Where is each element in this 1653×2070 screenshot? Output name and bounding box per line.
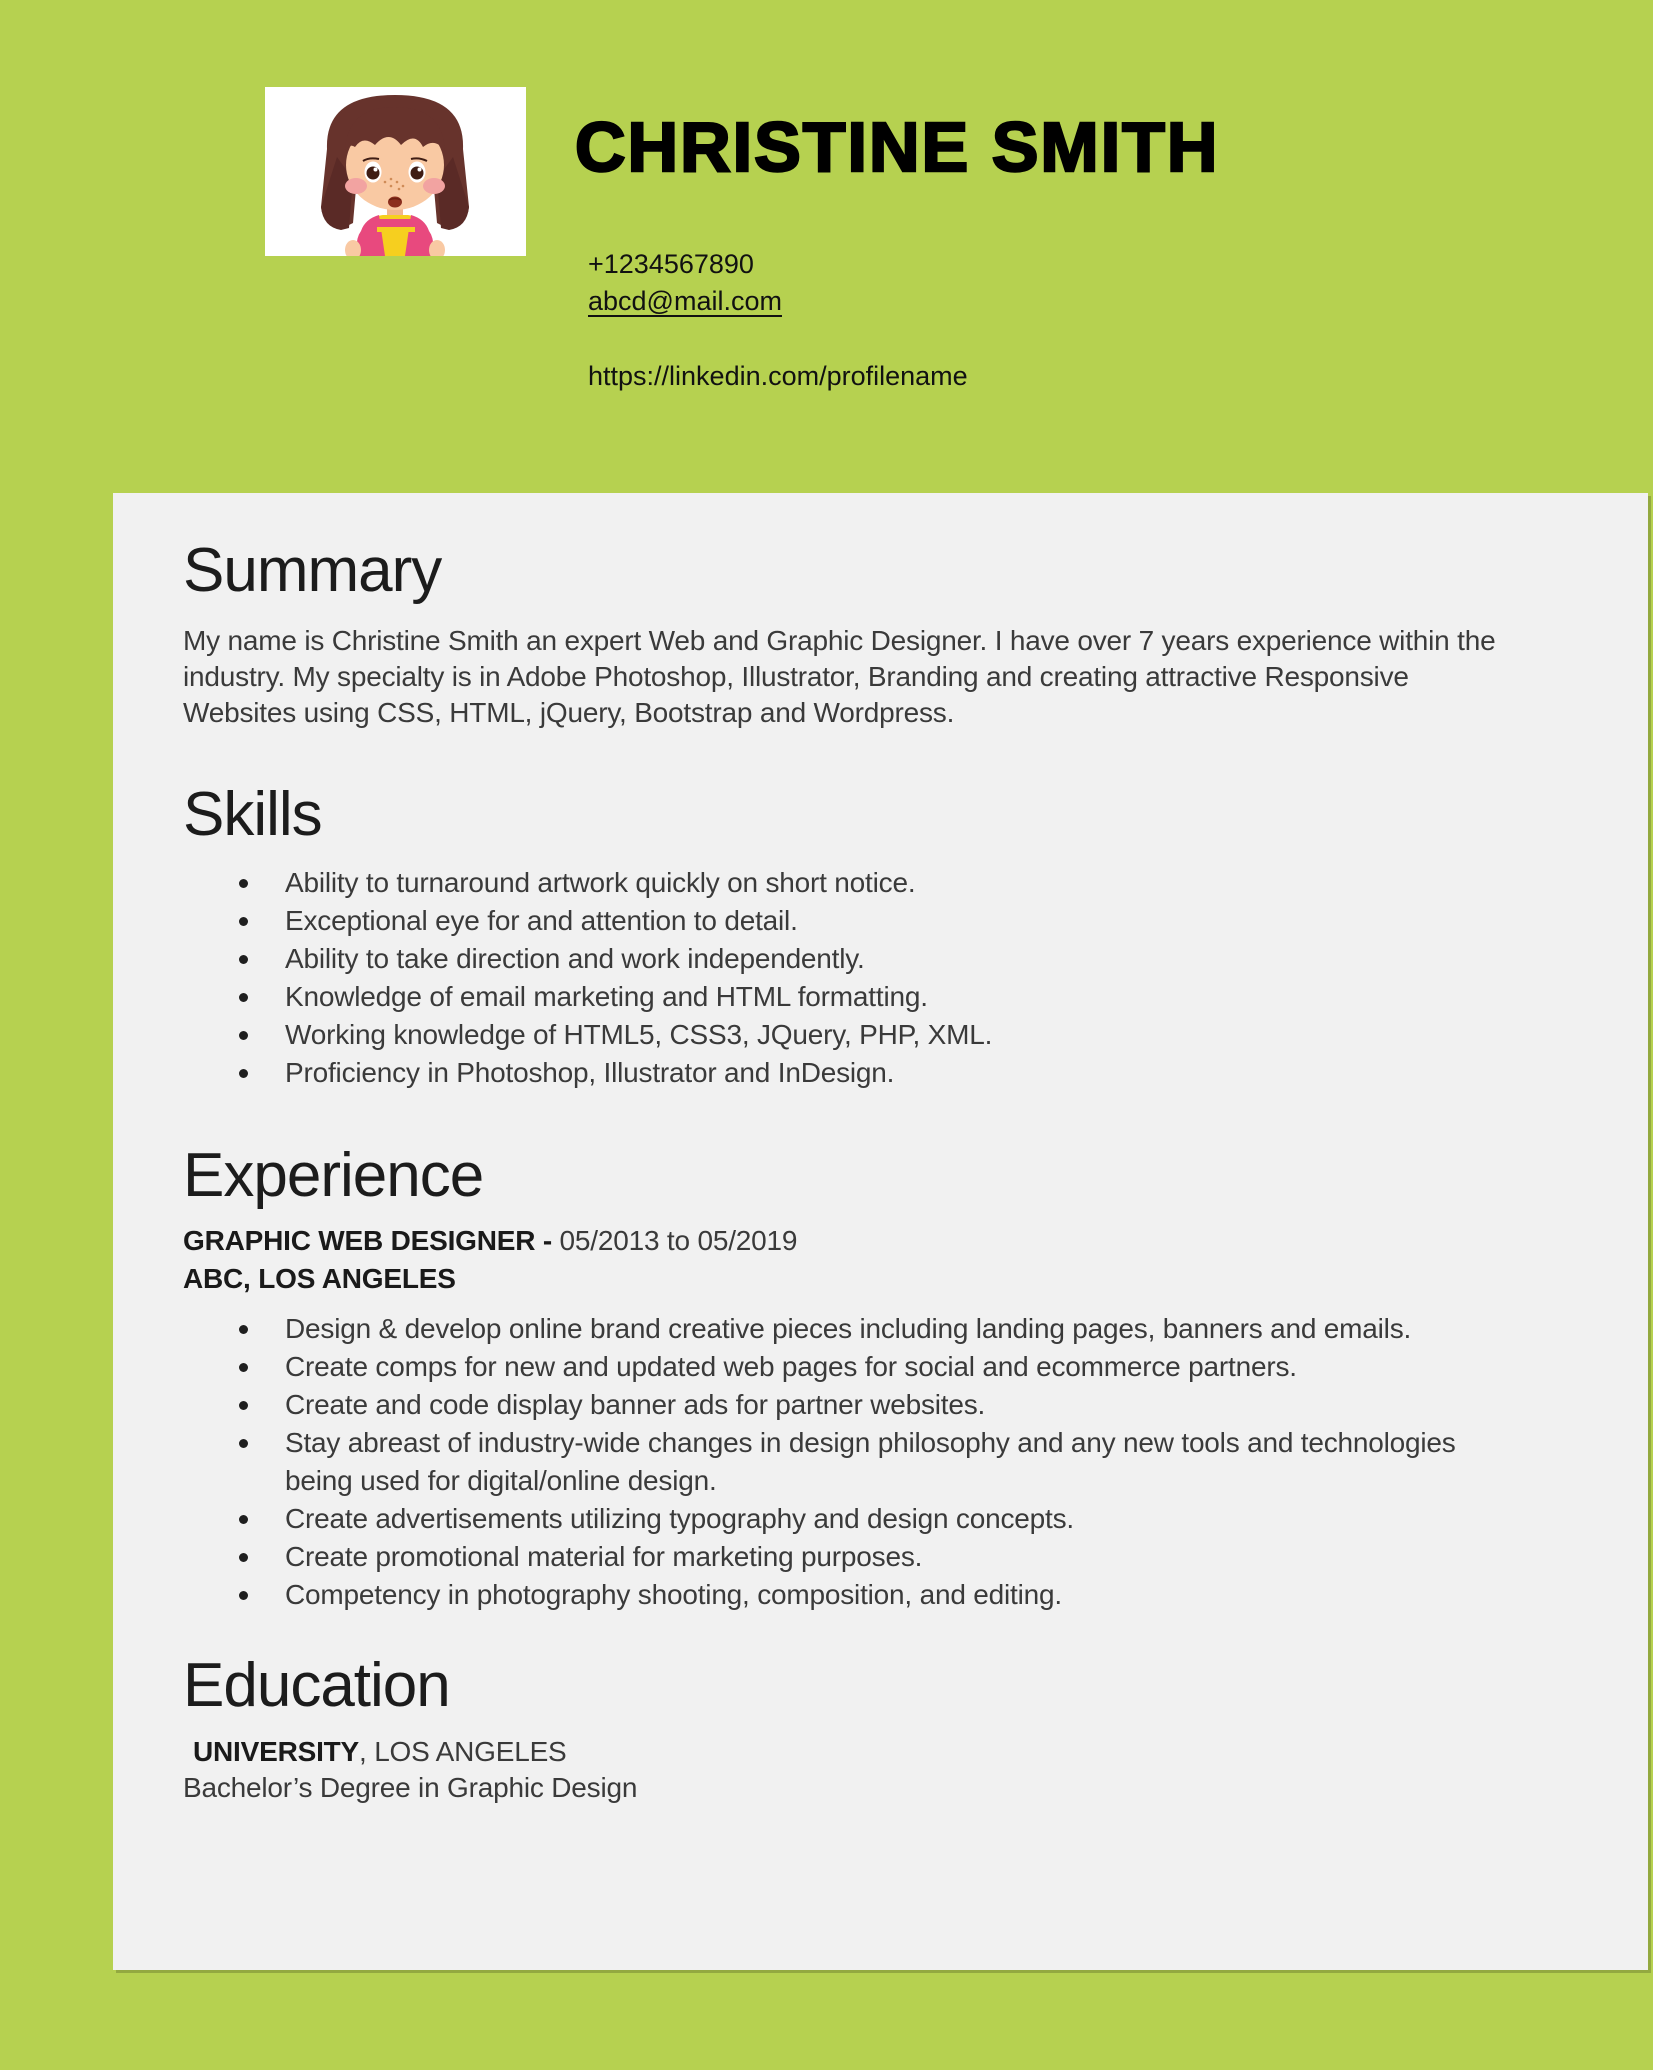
experience-list [183,1310,1648,1614]
education-heading: Education [183,1650,450,1720]
skill-item: Ability to turnaround artwork quickly on short notice. [239,864,1529,902]
experience-item: Competency in photography shooting, composition, and editing. [239,1576,1529,1614]
job-role: GRAPHIC WEB DESIGNER - [183,1224,560,1256]
experience-item: Stay abreast of industry-wide changes in design philosophy and any new tools and technologies being used for digital/online design. [239,1424,1529,1500]
email-link[interactable]: abcd@mail.com [588,286,782,316]
job-dates: 05/2013 to 05/2019 [559,1224,798,1256]
skill-item: Working knowledge of HTML5, CSS3, JQuery, PHP, XML. [239,1016,1529,1054]
experience-item: Create and code display banner ads for partner websites. [239,1386,1529,1424]
job-company: ABC, LOS ANGELES [183,1262,456,1294]
experience-heading: Experience [183,1141,484,1211]
person-name: CHRISTINE SMITH [575,108,1220,186]
school-location: , LOS ANGELES [359,1735,567,1767]
content-panel [113,493,1648,1970]
experience-item: Create comps for new and updated web pages for social and ecommerce partners. [239,1348,1529,1386]
experience-item: Design & develop online brand creative pieces including landing pages, banners and emails. [239,1310,1529,1348]
school-name: UNIVERSITY [193,1735,360,1767]
skill-item: Knowledge of email marketing and HTML formatting. [239,978,1529,1016]
skill-item: Exceptional eye for and attention to detail. [239,902,1529,940]
phone-number: +1234567890 [588,249,754,279]
summary-text: My name is Christine Smith an expert Web and Graphic Designer. I have over 7 years experience within the industry. My specialty is in Adobe Photoshop, Illustrator, Branding and creating attractive Responsive Websites using CSS, HTML, jQuery, Bootstrap and Wordpress. [183,624,1496,728]
profile-photo [265,87,526,256]
linkedin-link[interactable]: https://linkedin.com/profilename [588,361,968,391]
job-title-line [183,1222,1648,1260]
experience-item: Create advertisements utilizing typography and design concepts. [239,1500,1529,1538]
skills-list [183,864,1648,1092]
skills-heading: Skills [183,779,322,849]
skill-item: Ability to take direction and work independently. [239,940,1529,978]
school-line [183,1734,1648,1770]
degree-line: Bachelor’s Degree in Graphic Design [183,1771,638,1803]
contact-block [588,246,968,395]
experience-item: Create promotional material for marketing purposes. [239,1538,1529,1576]
cartoon-girl-illustration [265,87,526,256]
skill-item: Proficiency in Photoshop, Illustrator and InDesign. [239,1054,1529,1092]
summary-heading: Summary [183,536,442,605]
